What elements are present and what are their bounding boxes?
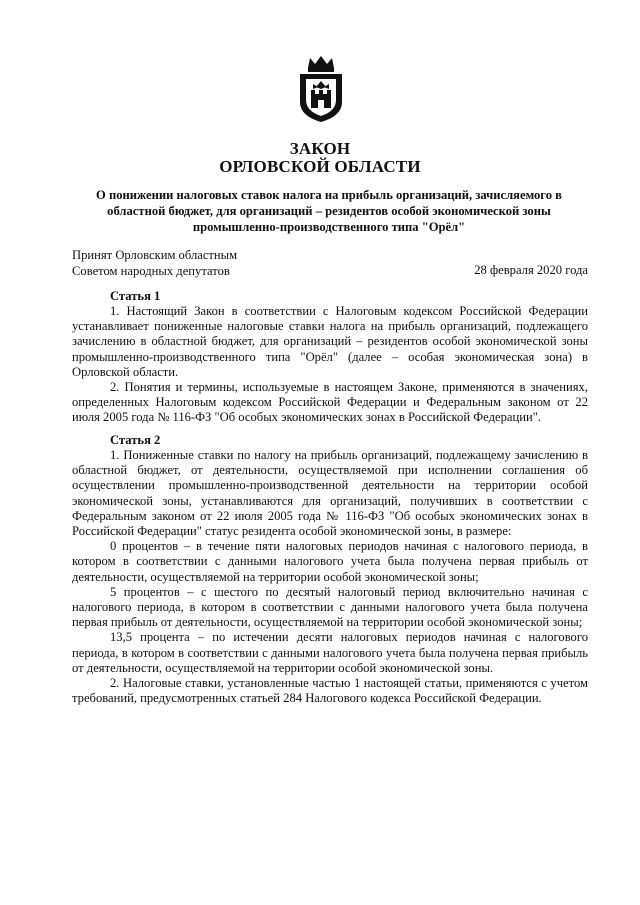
law-subject: О понижении налоговых ставок налога на прибыль организаций, зачисляемого в областной бюджет, для организаций – резидентов особой экономической зоны промышленно-производственного типа "Орёл" <box>96 188 562 234</box>
article-2-rate-5: 5 процентов – с шестого по десятый налоговый период включительно начиная с налогового периода, в котором в соответствии с данными налогового учета была получена первая прибыль от деятельности, осуществляемой на территории особой экономической зоны; <box>72 584 588 630</box>
article-1-body <box>72 304 588 426</box>
adoption-date: 28 февраля 2020 года <box>474 263 588 277</box>
article-1-heading: Статья 1 <box>110 289 161 303</box>
article-1-paragraph-2: 2. Понятия и термины, используемые в настоящем Законе, применяются в значениях, определенных Налоговым кодексом Российской Федерации и Федеральным законом от 22 июля 2005 года № 116-ФЗ "Об особых экономических зонах в Российской Федерации". <box>72 380 588 425</box>
adoption-line-2: Советом народных депутатов <box>72 264 230 278</box>
article-2-heading: Статья 2 <box>110 433 161 447</box>
coat-of-arms-icon <box>296 54 346 124</box>
document-region: ОРЛОВСКОЙ ОБЛАСТИ <box>219 157 421 176</box>
article-2-rate-0: 0 процентов – в течение пяти налоговых периодов начиная с налогового периода, в котором в соответствии с данными налогового учета была получена первая прибыль от деятельности, осуществляемой на территории особой экономической зоны; <box>72 539 588 584</box>
article-2-rate-13-5: 13,5 процента – по истечении десяти налоговых периодов начиная с налогового периода, в котором в соответствии с данными налогового учета была получена первая прибыль от деятельности, осуществляемой на территории особой экономической зоны. <box>72 630 588 675</box>
article-2-paragraph-1: 1. Пониженные ставки по налогу на прибыль организаций, подлежащему зачислению в областной бюджет, от деятельности, осуществляемой при исполнении соглашения об осуществлении промышленно-производственной деятельности на территории особой экономической зоны, устанавливаются для организаций, получивших в соответствии с Федеральным законом от 22 июля 2005 года № 116-ФЗ "Об особых экономических зонах в Российской Федерации" статус резидента особой экономической зоны, в размере: <box>72 448 588 539</box>
document-title: ЗАКОН <box>289 139 351 158</box>
adoption-authority <box>72 247 237 279</box>
article-1-paragraph-1: 1. Настоящий Закон в соответствии с Налоговым кодексом Российской Федерации устанавливает пониженные налоговые ставки налога на прибыль организаций, подлежащего зачислению в областной бюджет, для организаций – резидентов особой экономической зоны промышленно-производственного типа "Орёл" (далее – особая экономическая зона) в Орловской области. <box>72 304 588 379</box>
article-2-paragraph-2: 2. Налоговые ставки, установленные частью 1 настоящей статьи, применяются с учетом требований, предусмотренных статьей 284 Налогового кодекса Российской Федерации. <box>72 676 588 706</box>
adoption-line-1: Принят Орловским областным <box>72 248 238 262</box>
article-2-body <box>72 448 588 706</box>
